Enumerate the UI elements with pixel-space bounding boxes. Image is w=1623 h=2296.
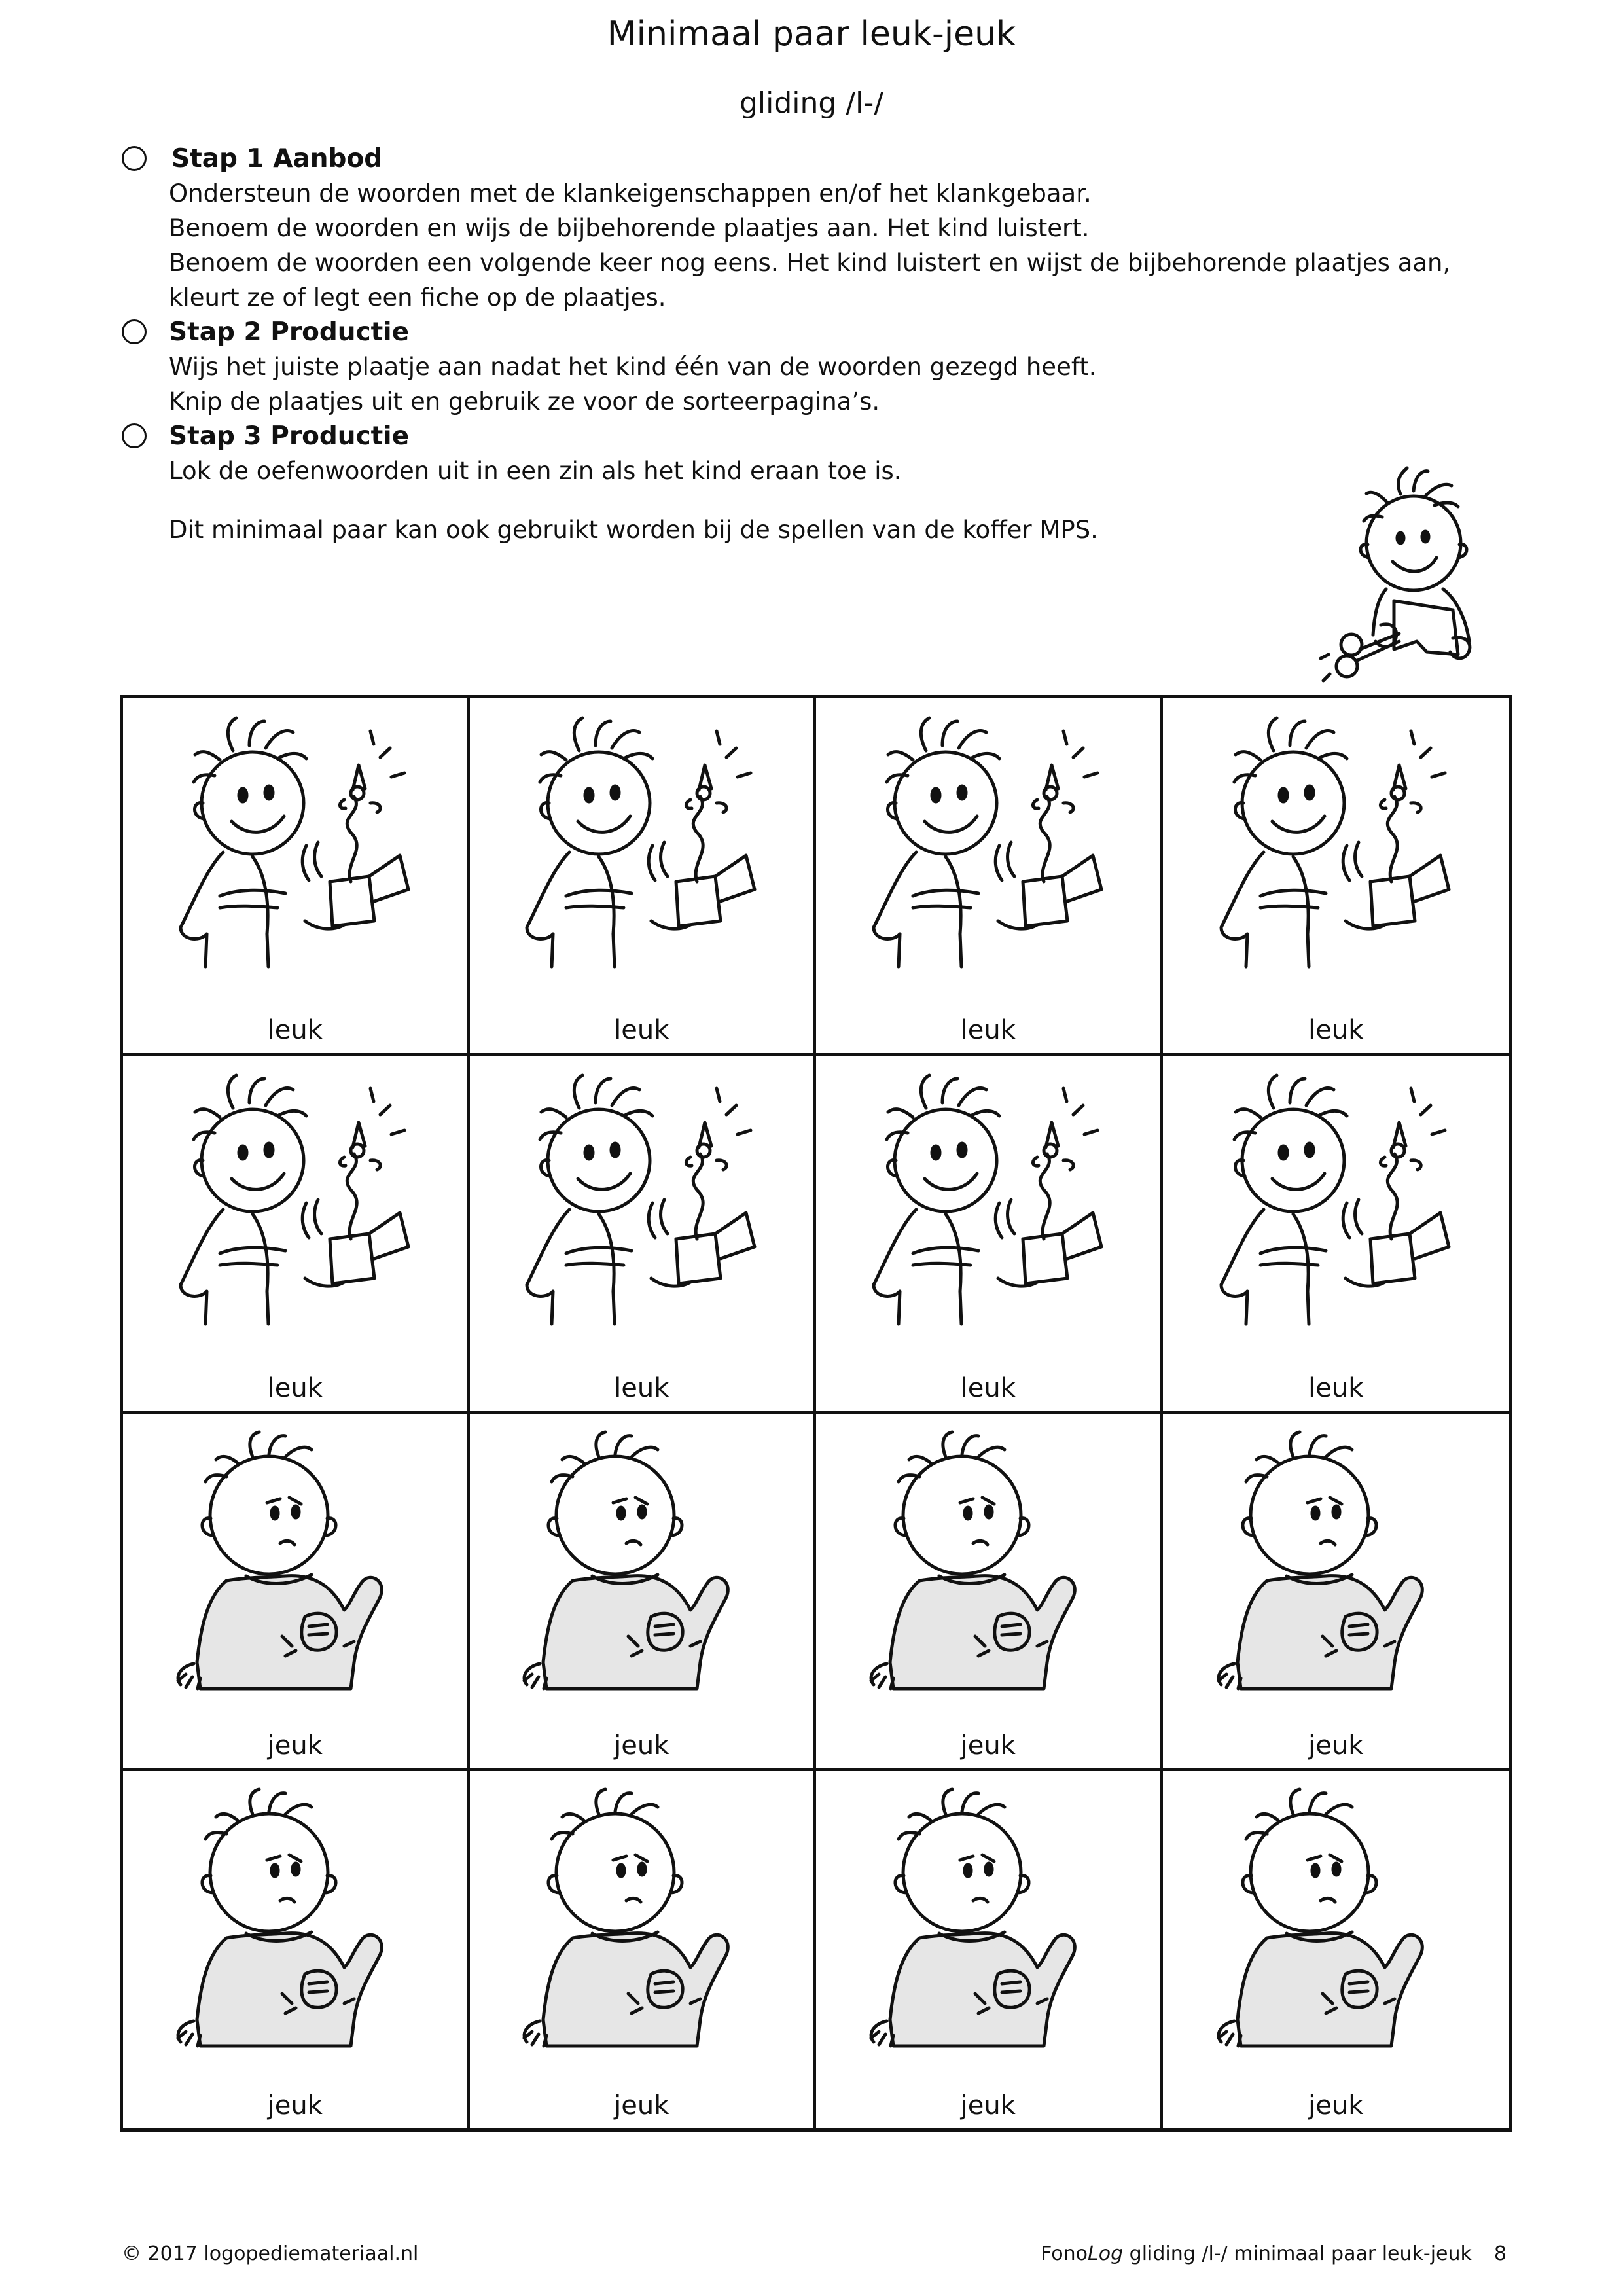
step-2 [122, 315, 1496, 419]
step-line: Benoem de woorden een volgende keer nog eens. Het kind luistert en wijst de bijbehorende plaatjes aan, [169, 249, 1451, 277]
instruction-steps [122, 141, 1496, 488]
page-title: Minimaal paar leuk-jeuk [607, 14, 1016, 54]
step-2-checkbox[interactable] [122, 319, 147, 344]
card-label: jeuk [1308, 1730, 1364, 1761]
card-label: jeuk [960, 2090, 1016, 2121]
picture-card[interactable] [470, 1056, 817, 1413]
step-3-checkbox[interactable] [122, 423, 147, 448]
step-line: Knip de plaatjes uit en gebruik ze voor de sorteerpagina’s. [169, 387, 880, 416]
boy-scratching-chest-illustration [847, 1420, 1129, 1695]
picture-card[interactable] [816, 698, 1163, 1056]
step-line: Ondersteun de woorden met de klankeigenschappen en/of het klankgebaar. [169, 179, 1092, 207]
step-line: kleurt ze of legt een fiche op de plaatjes. [169, 283, 666, 312]
picture-card[interactable] [123, 1414, 470, 1771]
boy-scratching-chest-illustration [1195, 1420, 1476, 1695]
step-title: Stap 1 Aanbod [171, 144, 383, 173]
step-title: Stap 3 Productie [169, 422, 410, 451]
picture-card[interactable] [1163, 1771, 1510, 2128]
card-label: leuk [960, 1372, 1016, 1403]
card-label: leuk [1308, 1372, 1364, 1403]
boy-with-jack-in-the-box-illustration [847, 705, 1129, 980]
boy-scratching-chest-illustration [501, 1778, 782, 2053]
picture-card[interactable] [816, 1056, 1163, 1413]
boy-with-jack-in-the-box-illustration [847, 1062, 1129, 1337]
footer-doc-info [1041, 2242, 1507, 2265]
picture-card[interactable] [123, 1771, 470, 2128]
card-label: leuk [1308, 1015, 1364, 1046]
boy-scratching-chest-illustration [847, 1778, 1129, 2053]
card-label: leuk [267, 1015, 323, 1046]
picture-card[interactable] [123, 698, 470, 1056]
card-label: leuk [267, 1372, 323, 1403]
picture-card[interactable] [1163, 1414, 1510, 1771]
step-3 [122, 419, 1496, 488]
picture-card[interactable] [470, 1771, 817, 2128]
picture-card[interactable] [1163, 1056, 1510, 1413]
step-line: Benoem de woorden en wijs de bijbehorende plaatjes aan. Het kind luistert. [169, 214, 1090, 242]
picture-card-grid [120, 695, 1512, 2132]
boy-with-jack-in-the-box-illustration [501, 705, 782, 980]
picture-card[interactable] [1163, 698, 1510, 1056]
card-label: jeuk [614, 1730, 669, 1761]
boy-with-jack-in-the-box-illustration [154, 705, 436, 980]
picture-card[interactable] [123, 1056, 470, 1413]
card-label: jeuk [614, 2090, 669, 2121]
card-label: jeuk [960, 1730, 1016, 1761]
footer-doc-title: gliding /l-/ minimaal paar leuk-jeuk [1123, 2242, 1472, 2265]
card-label: jeuk [1308, 2090, 1364, 2121]
card-label: jeuk [267, 2090, 323, 2121]
page-number: 8 [1493, 2242, 1507, 2265]
card-label: leuk [614, 1015, 669, 1046]
page-subtitle: gliding /l-/ [739, 86, 884, 120]
step-line: Wijs het juiste plaatje aan nadat het kind één van de woorden gezegd heeft. [169, 353, 1097, 381]
picture-card[interactable] [816, 1771, 1163, 2128]
step-title: Stap 2 Productie [169, 317, 410, 347]
step-1 [122, 141, 1496, 315]
step-line: Lok de oefenwoorden uit in een zin als het kind eraan toe is. [169, 457, 902, 485]
boy-with-jack-in-the-box-illustration [1195, 705, 1476, 980]
boy-scratching-chest-illustration [1195, 1778, 1476, 2053]
step-1-checkbox[interactable] [122, 146, 147, 171]
card-label: leuk [960, 1015, 1016, 1046]
boy-with-jack-in-the-box-illustration [501, 1062, 782, 1337]
boy-cutting-paper-illustration [1315, 458, 1505, 694]
card-label: leuk [614, 1372, 669, 1403]
card-label: jeuk [267, 1730, 323, 1761]
boy-scratching-chest-illustration [501, 1420, 782, 1695]
boy-scratching-chest-illustration [154, 1778, 436, 2053]
footer-brand-prefix: Fono [1041, 2242, 1088, 2265]
picture-card[interactable] [470, 1414, 817, 1771]
boy-with-jack-in-the-box-illustration [1195, 1062, 1476, 1337]
picture-card[interactable] [470, 698, 817, 1056]
note-text: Dit minimaal paar kan ook gebruikt worden bij de spellen van de koffer MPS. [169, 516, 1098, 544]
boy-with-jack-in-the-box-illustration [154, 1062, 436, 1337]
footer-brand-italic: Log [1088, 2242, 1124, 2265]
footer-copyright: © 2017 logopediemateriaal.nl [122, 2242, 419, 2265]
boy-scratching-chest-illustration [154, 1420, 436, 1695]
picture-card[interactable] [816, 1414, 1163, 1771]
